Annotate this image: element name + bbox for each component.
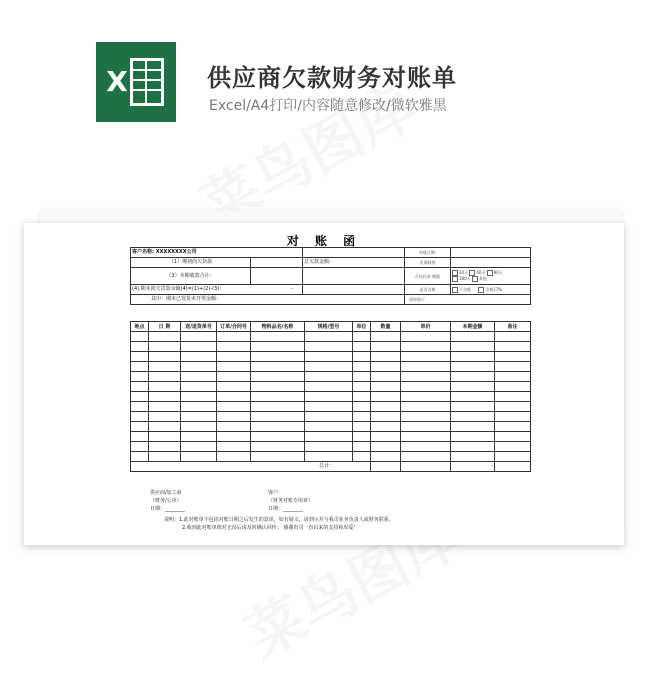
table-row: [131, 422, 531, 432]
table-cell[interactable]: [371, 422, 401, 432]
table-cell[interactable]: [181, 382, 217, 392]
table-cell[interactable]: [251, 442, 305, 452]
note-1: 说明：1.此对账单不包括对账日期之后发生的款项，如有疑义，请到示并与我司业务负责人或财务联系。: [164, 517, 394, 523]
table-cell[interactable]: [371, 452, 401, 462]
table-cell[interactable]: [131, 412, 149, 422]
signature-block: [150, 489, 510, 515]
table-cell[interactable]: [353, 442, 371, 452]
table-cell[interactable]: [251, 422, 305, 432]
table-cell[interactable]: [401, 452, 451, 462]
table-cell[interactable]: [371, 332, 401, 342]
opening-label: （1）期初尚欠货款: [131, 258, 251, 268]
table-cell[interactable]: [181, 422, 217, 432]
table-row: [131, 452, 531, 462]
table-cell[interactable]: [371, 442, 401, 452]
table-cell[interactable]: [305, 432, 353, 442]
column-header: 数量: [371, 322, 401, 332]
column-header: 单价: [401, 322, 451, 332]
table-cell[interactable]: [149, 362, 181, 372]
table-cell[interactable]: [451, 432, 495, 442]
table-cell[interactable]: [305, 352, 353, 362]
tax-label: 是否含税: [405, 285, 451, 295]
spreadsheet-grid-icon: [130, 58, 164, 106]
table-cell[interactable]: [217, 382, 251, 392]
table-cell[interactable]: [371, 362, 401, 372]
total-amount[interactable]: -: [451, 462, 495, 472]
table-cell[interactable]: [181, 442, 217, 452]
table-cell[interactable]: [451, 422, 495, 432]
table-cell[interactable]: [371, 412, 401, 422]
table-cell[interactable]: [131, 402, 149, 412]
customer-sign-sub: （财务对账专用章）: [268, 498, 314, 504]
table-cell[interactable]: [401, 422, 451, 432]
table-cell[interactable]: [305, 412, 353, 422]
table-cell[interactable]: [495, 332, 531, 342]
table-row: [131, 352, 531, 362]
row-invoice: [131, 295, 531, 305]
table-cell[interactable]: [495, 382, 531, 392]
table-cell[interactable]: [131, 392, 149, 402]
table-cell[interactable]: [181, 392, 217, 402]
table-cell[interactable]: [495, 372, 531, 382]
table-cell[interactable]: [217, 392, 251, 402]
table-cell[interactable]: [251, 392, 305, 402]
table-cell[interactable]: [451, 332, 495, 342]
table-cell[interactable]: [353, 372, 371, 382]
table-cell[interactable]: [305, 392, 353, 402]
table-cell[interactable]: [353, 412, 371, 422]
total-row: [131, 462, 531, 472]
table-cell[interactable]: [217, 432, 251, 442]
table-cell[interactable]: [305, 382, 353, 392]
table-cell[interactable]: [149, 402, 181, 412]
period-options[interactable]: 30天 60天 90天 180天 其他: [451, 268, 531, 285]
table-cell[interactable]: [149, 442, 181, 452]
table-cell[interactable]: [305, 372, 353, 382]
table-cell[interactable]: [371, 382, 401, 392]
product-subtitle: Excel/A4打印/内容随意修改/微软雅黑: [209, 98, 447, 114]
received-value[interactable]: [251, 268, 303, 285]
table-cell[interactable]: [131, 352, 149, 362]
table-cell[interactable]: [217, 362, 251, 372]
table-row: [131, 412, 531, 422]
table-cell[interactable]: [305, 402, 353, 412]
table-cell[interactable]: [251, 342, 305, 352]
table-cell[interactable]: [451, 392, 495, 402]
total-note[interactable]: [495, 462, 531, 472]
table-cell[interactable]: [353, 332, 371, 342]
supplier-date[interactable]: 日期：________: [150, 506, 186, 512]
table-cell[interactable]: [181, 372, 217, 382]
table-row: [131, 332, 531, 342]
table-cell[interactable]: [181, 412, 217, 422]
table-cell[interactable]: [217, 412, 251, 422]
table-cell[interactable]: [353, 432, 371, 442]
table-cell[interactable]: [217, 442, 251, 452]
business-label: 业务联络: [405, 258, 451, 268]
table-cell[interactable]: [401, 442, 451, 452]
table-cell[interactable]: [181, 342, 217, 352]
table-cell[interactable]: [149, 432, 181, 442]
table-cell[interactable]: [251, 402, 305, 412]
detail-label: 清单如下: [405, 295, 531, 305]
supplier-label: 供应商/加工商: [150, 490, 182, 496]
notes-block: [164, 516, 544, 532]
supplier-sub: （财务/公章）: [150, 498, 182, 504]
table-cell[interactable]: [353, 402, 371, 412]
table-cell[interactable]: [451, 402, 495, 412]
column-header: 地点: [131, 322, 149, 332]
table-row: [131, 362, 531, 372]
column-header: 日 期: [149, 322, 181, 332]
table-cell[interactable]: [353, 342, 371, 352]
column-header: 规格/型号: [305, 322, 353, 332]
table-cell[interactable]: [401, 352, 451, 362]
table-cell[interactable]: [149, 392, 181, 402]
table-cell[interactable]: [251, 372, 305, 382]
table-cell[interactable]: [217, 332, 251, 342]
table-cell[interactable]: [251, 352, 305, 362]
customer-value[interactable]: XXXXXXXX公司: [155, 249, 197, 255]
table-cell[interactable]: [149, 332, 181, 342]
table-cell[interactable]: [217, 342, 251, 352]
table-cell[interactable]: [371, 432, 401, 442]
business-value[interactable]: [451, 258, 531, 268]
row-closing: [131, 285, 531, 295]
table-cell[interactable]: [451, 452, 495, 462]
column-header: 本期金额: [451, 322, 495, 332]
table-cell[interactable]: [131, 432, 149, 442]
table-cell[interactable]: [401, 382, 451, 392]
date-label: 对账日期:: [405, 248, 451, 258]
table-cell[interactable]: [131, 332, 149, 342]
table-row: [131, 402, 531, 412]
table-cell[interactable]: [251, 412, 305, 422]
table-cell[interactable]: [305, 342, 353, 352]
total-qty[interactable]: [371, 462, 401, 472]
table-row: [131, 392, 531, 402]
tax-options[interactable]: 不含税 含税17%: [451, 285, 531, 295]
table-cell[interactable]: [305, 452, 353, 462]
table-cell[interactable]: [353, 352, 371, 362]
row-opening: [131, 258, 531, 268]
row-received: [131, 268, 531, 285]
table-cell[interactable]: [353, 452, 371, 462]
table-cell[interactable]: [371, 352, 401, 362]
table-cell[interactable]: [131, 382, 149, 392]
table-cell[interactable]: [251, 432, 305, 442]
table-cell[interactable]: [149, 372, 181, 382]
summary-table: [130, 247, 531, 305]
detail-table: [130, 321, 531, 472]
note-2: 2.收到此对账单核对无误后请及时确认回传； 感谢贵司一直以来的支持和厚爱！: [182, 525, 359, 531]
table-cell[interactable]: [371, 342, 401, 352]
table-cell[interactable]: [181, 402, 217, 412]
table-cell[interactable]: [353, 422, 371, 432]
row-customer: [131, 248, 531, 258]
table-cell[interactable]: [149, 452, 181, 462]
closing-value: -: [291, 286, 293, 292]
table-cell[interactable]: [495, 432, 531, 442]
table-cell[interactable]: [217, 372, 251, 382]
table-cell[interactable]: [495, 352, 531, 362]
table-cell[interactable]: [495, 442, 531, 452]
table-cell[interactable]: [217, 352, 251, 362]
column-header: 单位: [353, 322, 371, 332]
table-cell[interactable]: [371, 372, 401, 382]
table-cell[interactable]: [131, 422, 149, 432]
table-row: [131, 442, 531, 452]
detail-header-row: [131, 322, 531, 332]
total-price[interactable]: [401, 462, 451, 472]
table-cell[interactable]: [495, 342, 531, 352]
table-cell[interactable]: [251, 332, 305, 342]
opening-value[interactable]: [251, 258, 303, 268]
table-cell[interactable]: [149, 352, 181, 362]
customer-sign-label: 客户: [268, 490, 279, 496]
customer-label: 客户名称:: [132, 249, 154, 255]
table-cell[interactable]: [495, 422, 531, 432]
note-label: 说明：: [164, 517, 180, 523]
table-cell[interactable]: [451, 442, 495, 452]
table-cell[interactable]: [401, 332, 451, 342]
table-cell[interactable]: [181, 362, 217, 372]
date-value[interactable]: [451, 248, 531, 258]
table-cell[interactable]: [131, 342, 149, 352]
table-cell[interactable]: [451, 342, 495, 352]
table-cell[interactable]: [451, 382, 495, 392]
table-row: [131, 372, 531, 382]
table-cell[interactable]: [495, 362, 531, 372]
table-row: [131, 382, 531, 392]
invoice-label: 其中：期末已发货未开票金额：: [131, 295, 405, 305]
table-cell[interactable]: [451, 362, 495, 372]
column-header: 订单/合同号: [217, 322, 251, 332]
table-cell[interactable]: [401, 412, 451, 422]
table-cell[interactable]: [353, 392, 371, 402]
table-cell[interactable]: [305, 362, 353, 372]
table-cell[interactable]: [149, 382, 181, 392]
table-cell[interactable]: [131, 372, 149, 382]
table-cell[interactable]: [149, 422, 181, 432]
excel-letter: X: [106, 65, 128, 98]
table-row: [131, 432, 531, 442]
table-cell[interactable]: [495, 412, 531, 422]
table-cell[interactable]: [131, 442, 149, 452]
table-cell[interactable]: [401, 402, 451, 412]
table-cell[interactable]: [401, 342, 451, 352]
table-cell[interactable]: [305, 422, 353, 432]
table-cell[interactable]: [451, 412, 495, 422]
excel-icon: [96, 42, 176, 122]
total-label: 总计：: [131, 462, 371, 472]
table-cell[interactable]: [401, 392, 451, 402]
table-cell[interactable]: [495, 392, 531, 402]
table-cell[interactable]: [401, 362, 451, 372]
table-cell[interactable]: [305, 332, 353, 342]
table-cell[interactable]: [217, 422, 251, 432]
table-cell[interactable]: [149, 342, 181, 352]
table-cell[interactable]: [371, 392, 401, 402]
table-cell[interactable]: [401, 372, 451, 382]
closing-label: (4).期末尚欠货款余额(4)=(1)+(2)-(3)： -: [131, 285, 303, 295]
statement-paper: [24, 223, 624, 545]
table-cell[interactable]: [217, 452, 251, 462]
table-cell[interactable]: [149, 412, 181, 422]
monthly-label: 月结付款 期限: [405, 268, 451, 285]
customer-date[interactable]: 日期：________: [268, 506, 304, 512]
table-cell[interactable]: [251, 452, 305, 462]
table-cell[interactable]: [181, 432, 217, 442]
table-cell[interactable]: [401, 432, 451, 442]
table-cell[interactable]: [353, 362, 371, 372]
product-title: 供应商欠款财务对账单: [207, 64, 457, 92]
table-cell[interactable]: [131, 452, 149, 462]
table-cell[interactable]: [371, 402, 401, 412]
received-label: （3）本期收款合计：: [131, 268, 251, 285]
table-cell[interactable]: [251, 362, 305, 372]
table-cell[interactable]: [305, 442, 353, 452]
table-cell[interactable]: [217, 402, 251, 412]
table-row: [131, 342, 531, 352]
table-cell[interactable]: [451, 372, 495, 382]
total-owed-label: 总欠款金额：: [303, 258, 405, 268]
table-cell[interactable]: [181, 352, 217, 362]
table-cell[interactable]: [495, 452, 531, 462]
table-cell[interactable]: [181, 332, 217, 342]
table-cell[interactable]: [131, 362, 149, 372]
doc-title: 对 账 函: [286, 234, 362, 248]
column-header: 送/退货单号: [181, 322, 217, 332]
table-cell[interactable]: [495, 402, 531, 412]
column-header: 备注: [495, 322, 531, 332]
table-cell[interactable]: [181, 452, 217, 462]
column-header: 物料品名/名称: [251, 322, 305, 332]
table-cell[interactable]: [353, 382, 371, 392]
table-cell[interactable]: [251, 382, 305, 392]
table-cell[interactable]: [451, 352, 495, 362]
